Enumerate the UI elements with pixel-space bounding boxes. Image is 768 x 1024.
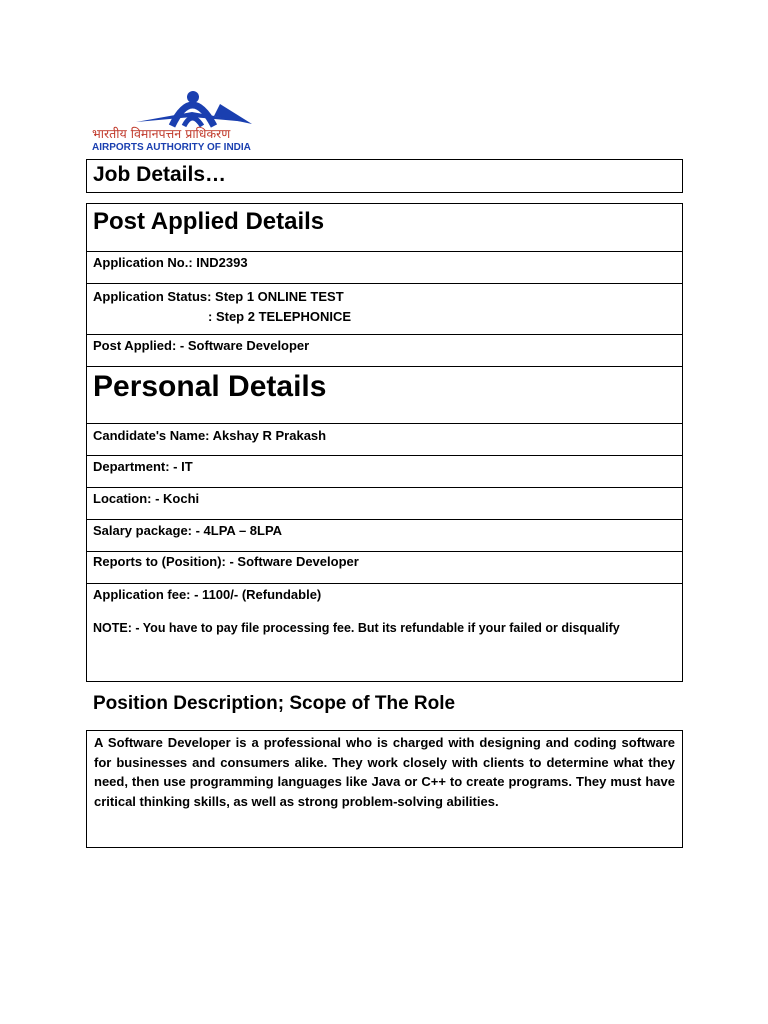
post-applied-section-header xyxy=(87,204,682,252)
position-description-heading: Position Description; Scope of The Role xyxy=(93,693,456,714)
aai-logo xyxy=(92,86,304,154)
department: Department: - IT xyxy=(93,459,193,474)
application-status-line1: Application Status: Step 1 ONLINE TEST xyxy=(93,289,344,304)
reports-to: Reports to (Position): - Software Developer xyxy=(93,554,359,569)
post-applied: Post Applied: - Software Developer xyxy=(93,338,310,353)
application-no: Application No.: IND2393 xyxy=(93,255,248,270)
logo-hindi-text: भारतीय विमानपत्तन प्राधिकरण xyxy=(92,126,231,141)
details-table xyxy=(86,203,683,682)
salary-package-row xyxy=(87,520,682,552)
application-no-row xyxy=(87,252,682,284)
location: Location: - Kochi xyxy=(93,491,200,506)
reports-to-row xyxy=(87,552,682,584)
location-row xyxy=(87,488,682,520)
aai-emblem-icon xyxy=(92,86,304,154)
job-details-heading: Job Details… xyxy=(86,159,683,193)
candidate-name: Candidate's Name: Akshay R Prakash xyxy=(93,428,327,443)
personal-details-section-header xyxy=(87,367,682,424)
salary-package: Salary package: - 4LPA – 8LPA xyxy=(93,523,283,538)
position-description-text: A Software Developer is a professional who is charged with designing and coding software for businesses and consumers alike. They work closely with clients to determine what they need, then use programming languages like Java or C++ to create programs. They must have critical thinking skills, as well as strong problem-solving abilities. xyxy=(94,735,675,809)
department-row xyxy=(87,456,682,488)
note-text: NOTE: - You have to pay file processing fee. But its refundable if your failed or disqualify xyxy=(93,621,620,635)
application-status-row xyxy=(87,284,682,335)
position-description-box xyxy=(86,730,683,848)
candidate-name-row xyxy=(87,424,682,456)
application-fee-row xyxy=(87,584,682,681)
application-status-line2: : Step 2 TELEPHONICE xyxy=(208,309,352,324)
post-applied-row xyxy=(87,335,682,367)
logo-english-text: AIRPORTS AUTHORITY OF INDIA xyxy=(92,142,251,153)
application-fee: Application fee: - 1100/- (Refundable) xyxy=(93,587,322,602)
personal-details-heading: Personal Details xyxy=(93,370,327,403)
post-applied-heading: Post Applied Details xyxy=(93,208,325,235)
